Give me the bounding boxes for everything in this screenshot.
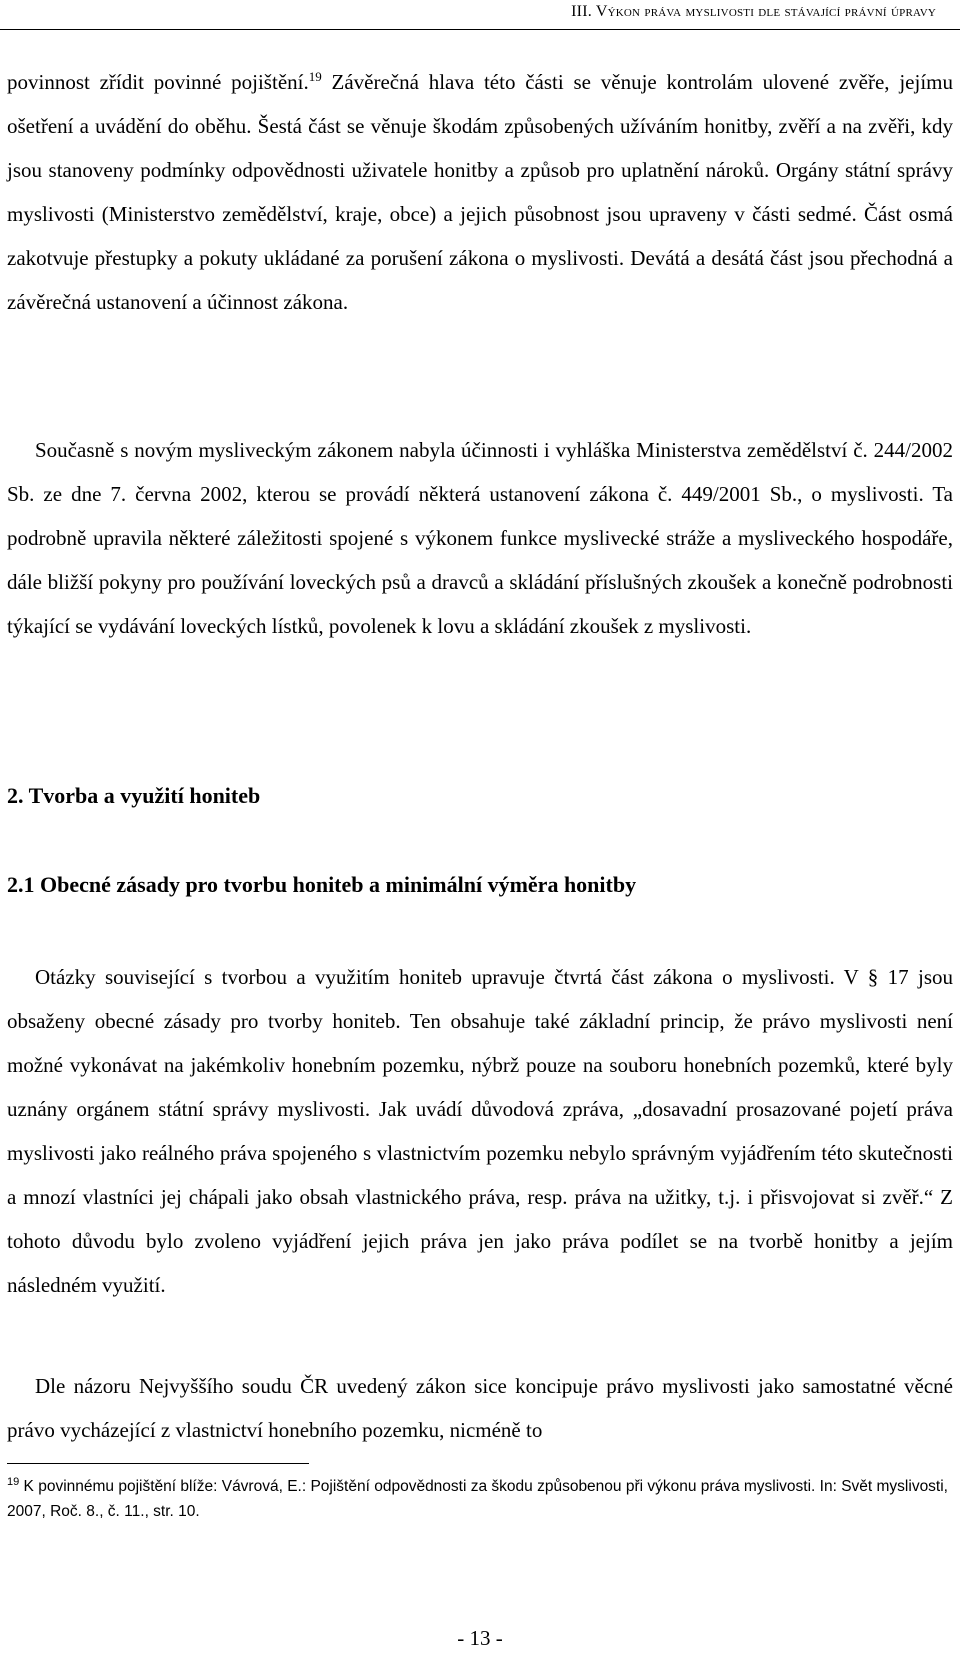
paragraph-1-start: povinnost zřídit povinné pojištění.	[7, 70, 309, 94]
section-heading: 2. Tvorba a využití honiteb	[7, 783, 261, 808]
footnote-number: 19	[7, 1475, 20, 1488]
running-header: III. Výkon práva myslivosti dle stávající právní úpravy	[571, 3, 936, 20]
footnote-text: K povinnému pojištění blíže: Vávrová, E.: Pojištění odpovědnosti za škodu způsobenou při výkonu práva myslivosti. In: Svět myslivosti, 2007, Roč. 8., č. 11., str. 10.	[7, 1478, 948, 1520]
paragraph-1-rest: Závěrečná hlava této části se věnuje kontrolám ulovené zvěře, jejímu ošetření a uvádění do oběhu. Šestá část se věnuje škodám způsobených užíváním honitby, zvěří a na zvěři, kdy jsou stanoveny podmínky odpovědnosti uživatele honitby a způsob pro uplatnění nároků. Orgány státní správy myslivosti (Ministerstvo zemědělství, kraje, obce) a jejich působnost jsou upraveny v části sedmé. Část osmá zakotvuje přestupky a pokuty ukládané za porušení zákona o myslivosti. Devátá a desátá část jsou přechodná a závěrečná ustanovení a účinnost zákona.	[7, 70, 953, 314]
footnote-separator	[7, 1463, 309, 1464]
paragraph-3: Otázky související s tvorbou a využitím honiteb upravuje čtvrtá část zákona o myslivosti. V § 17 jsou obsaženy obecné zásady pro tvorby honiteb. Ten obsahuje také základní princip, že právo myslivosti není možné vykonávat na jakémkoliv honebním pozemku, nýbrž pouze na souboru honebních pozemků, které byly uznány orgánem státní správy myslivosti. Jak uvádí důvodová zpráva, „dosavadní prosazované pojetí práva myslivosti jako reálného práva spojeného s vlastnictvím pozemku nebylo správným vyjádřením této skutečnosti a mnozí vlastníci jej chápali jako obsah vlastnického práva, resp. práva na užitky, t.j. i přisvojovat si zvěř.“ Z tohoto důvodu bylo zvoleno vyjádření jejich práva jen jako práva podílet se na tvorbě honitby a jejím následném využití.	[7, 965, 953, 1297]
page-number: - 13 -	[457, 1626, 503, 1650]
footnote	[7, 1474, 953, 1524]
paragraph-1	[7, 60, 953, 324]
paragraph-2: Současně s novým mysliveckým zákonem nabyla účinnosti i vyhláška Ministerstva zemědělství č. 244/2002 Sb. ze dne 7. června 2002, kterou se provádí některá ustanovení zákona č. 449/2001 Sb., o myslivosti. Ta podrobně upravila některé záležitosti spojené s výkonem funkce myslivecké stráže a mysliveckého hospodáře, dále bližší pokyny pro používání loveckých psů a dravců a skládání příslušných zkoušek a konečně podrobnosti týkající se vydávání loveckých lístků, povolenek k lovu a skládání zkoušek z myslivosti.	[7, 438, 953, 638]
paragraph-4: Dle názoru Nejvyššího soudu ČR uvedený zákon sice koncipuje právo myslivosti jako samostatné věcné právo vycházející z vlastnictví honebního pozemku, nicméně to	[7, 1374, 953, 1442]
header-rule	[0, 29, 960, 30]
subsection-heading: 2.1 Obecné zásady pro tvorbu honiteb a minimální výměra honitby	[7, 872, 637, 897]
footnote-reference[interactable]: 19	[308, 69, 322, 84]
